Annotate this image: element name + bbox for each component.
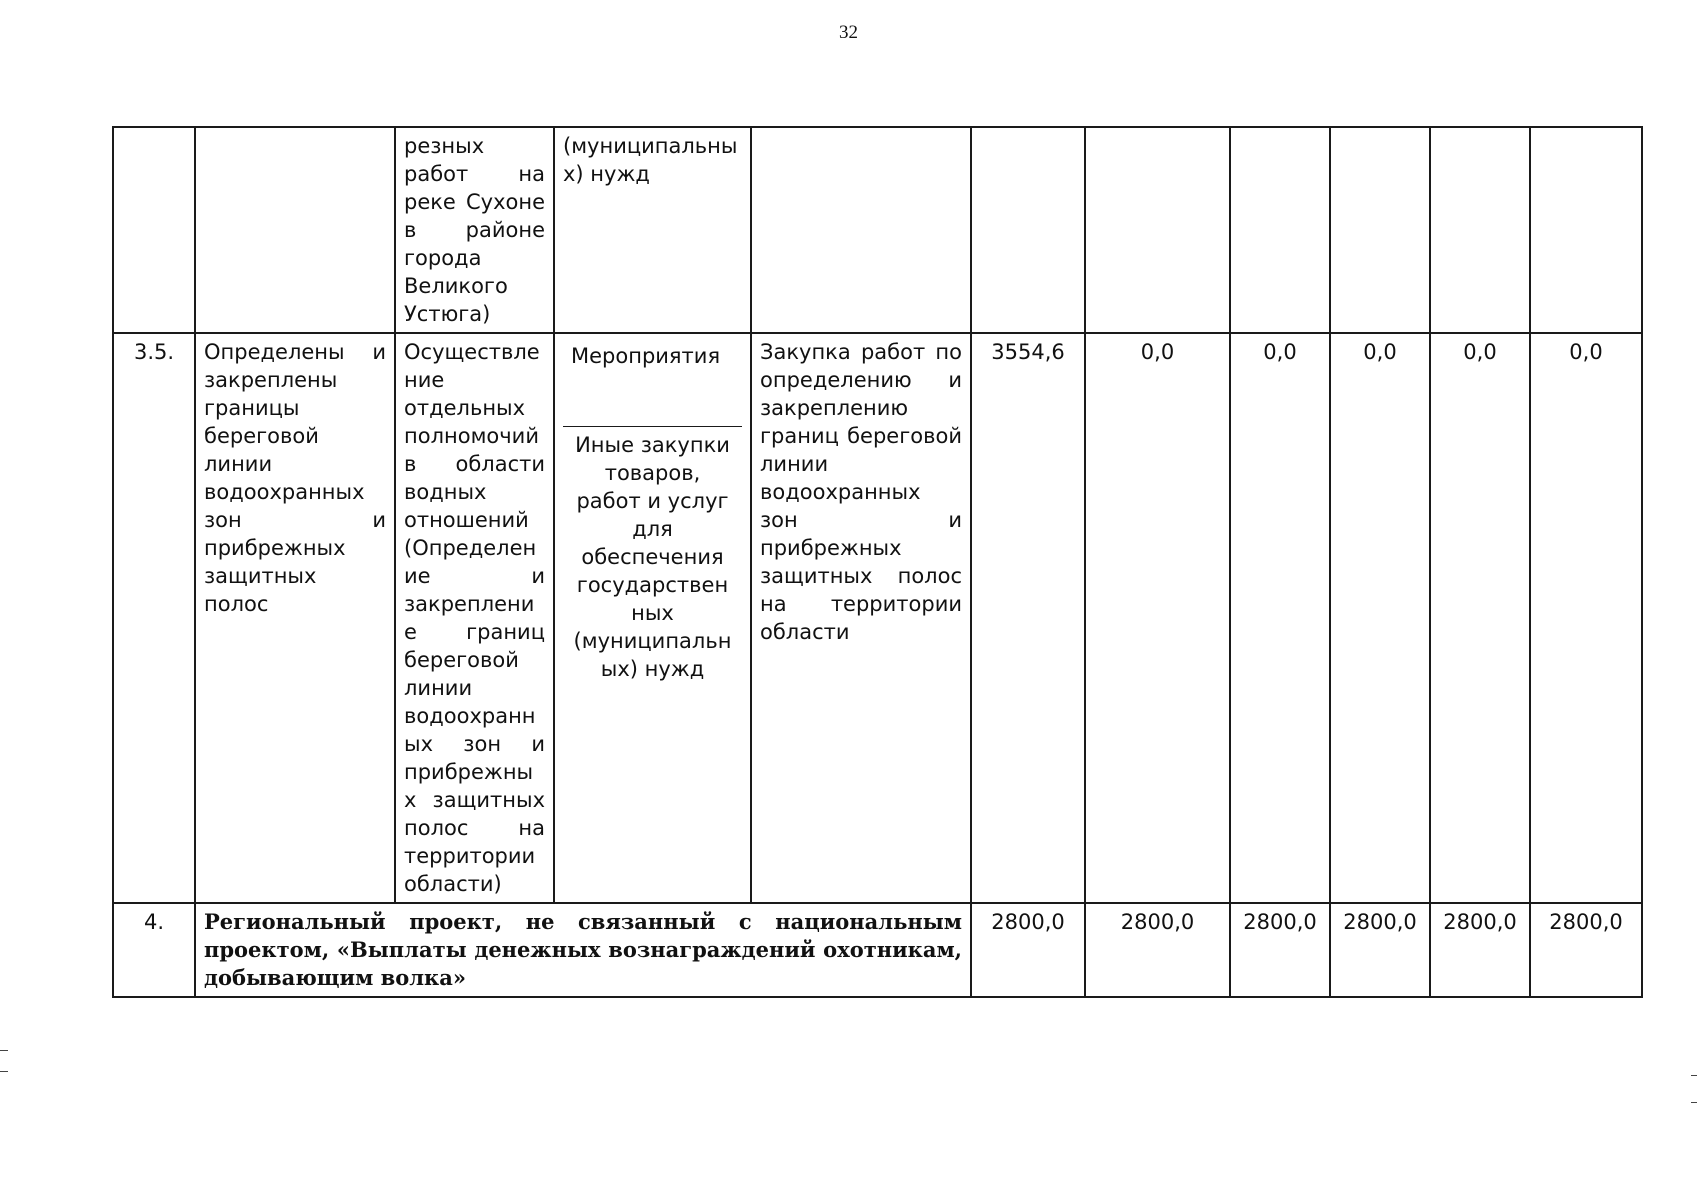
cell-activity: Осуществление отдельных полномочий в области водных отношений (Определение и закрепление границ береговой линии водоохранных зон и прибрежных защитных полос на территории области) xyxy=(395,333,554,903)
cell-activity: резных работ на реке Сухоне в районе города Великого Устюга) xyxy=(395,127,554,333)
cell-value-4: 0,0 xyxy=(1330,333,1430,903)
cell-value-5: 2800,0 xyxy=(1430,903,1530,997)
cell-value-5: 0,0 xyxy=(1430,333,1530,903)
table-row-continuation xyxy=(113,127,1642,333)
row-number: 3.5. xyxy=(113,333,195,903)
scan-margin-mark-right xyxy=(1691,1075,1697,1103)
table-row-4 xyxy=(113,903,1642,997)
budget-table xyxy=(112,126,1643,998)
cell-value-4 xyxy=(1330,127,1430,333)
cell-expense-type: (муниципальных) нужд xyxy=(554,127,751,333)
cell-value-4: 2800,0 xyxy=(1330,903,1430,997)
cell-description xyxy=(751,127,971,333)
scan-margin-mark-left xyxy=(0,1050,8,1072)
cell-value-2 xyxy=(1085,127,1230,333)
cell-value-3 xyxy=(1230,127,1330,333)
cell-number xyxy=(113,127,195,333)
cell-description: Закупка работ по определению и закреплению границ береговой линии водоохранных зон и прибрежных защитных полос на территории области xyxy=(751,333,971,903)
row-number: 4. xyxy=(113,903,195,997)
cell-value-3: 0,0 xyxy=(1230,333,1330,903)
cell-value-3: 2800,0 xyxy=(1230,903,1330,997)
cell-value-2: 0,0 xyxy=(1085,333,1230,903)
expense-type: Иные закупки товаров, работ и услуг для обеспечения государственных (муниципальных) нужд xyxy=(573,433,732,681)
table-row-3-5 xyxy=(113,333,1642,903)
cell-value-6 xyxy=(1530,127,1642,333)
cell-value-5 xyxy=(1430,127,1530,333)
cell-value-6: 0,0 xyxy=(1530,333,1642,903)
cell-result xyxy=(195,127,395,333)
expense-category: Мероприятия xyxy=(563,338,742,427)
cell-value-2: 2800,0 xyxy=(1085,903,1230,997)
cell-expense xyxy=(554,333,751,903)
cell-value-1 xyxy=(971,127,1085,333)
regional-project-title: Региональный проект, не связанный с национальным проектом, «Выплаты денежных вознаграждений охотникам, добывающим волка» xyxy=(195,903,971,997)
cell-value-6: 2800,0 xyxy=(1530,903,1642,997)
cell-result: Определены и закреплены границы береговой линии водоохранных зон и прибрежных защитных полос xyxy=(195,333,395,903)
cell-value-1: 3554,6 xyxy=(971,333,1085,903)
page-number: 32 xyxy=(839,22,858,43)
cell-value-1: 2800,0 xyxy=(971,903,1085,997)
